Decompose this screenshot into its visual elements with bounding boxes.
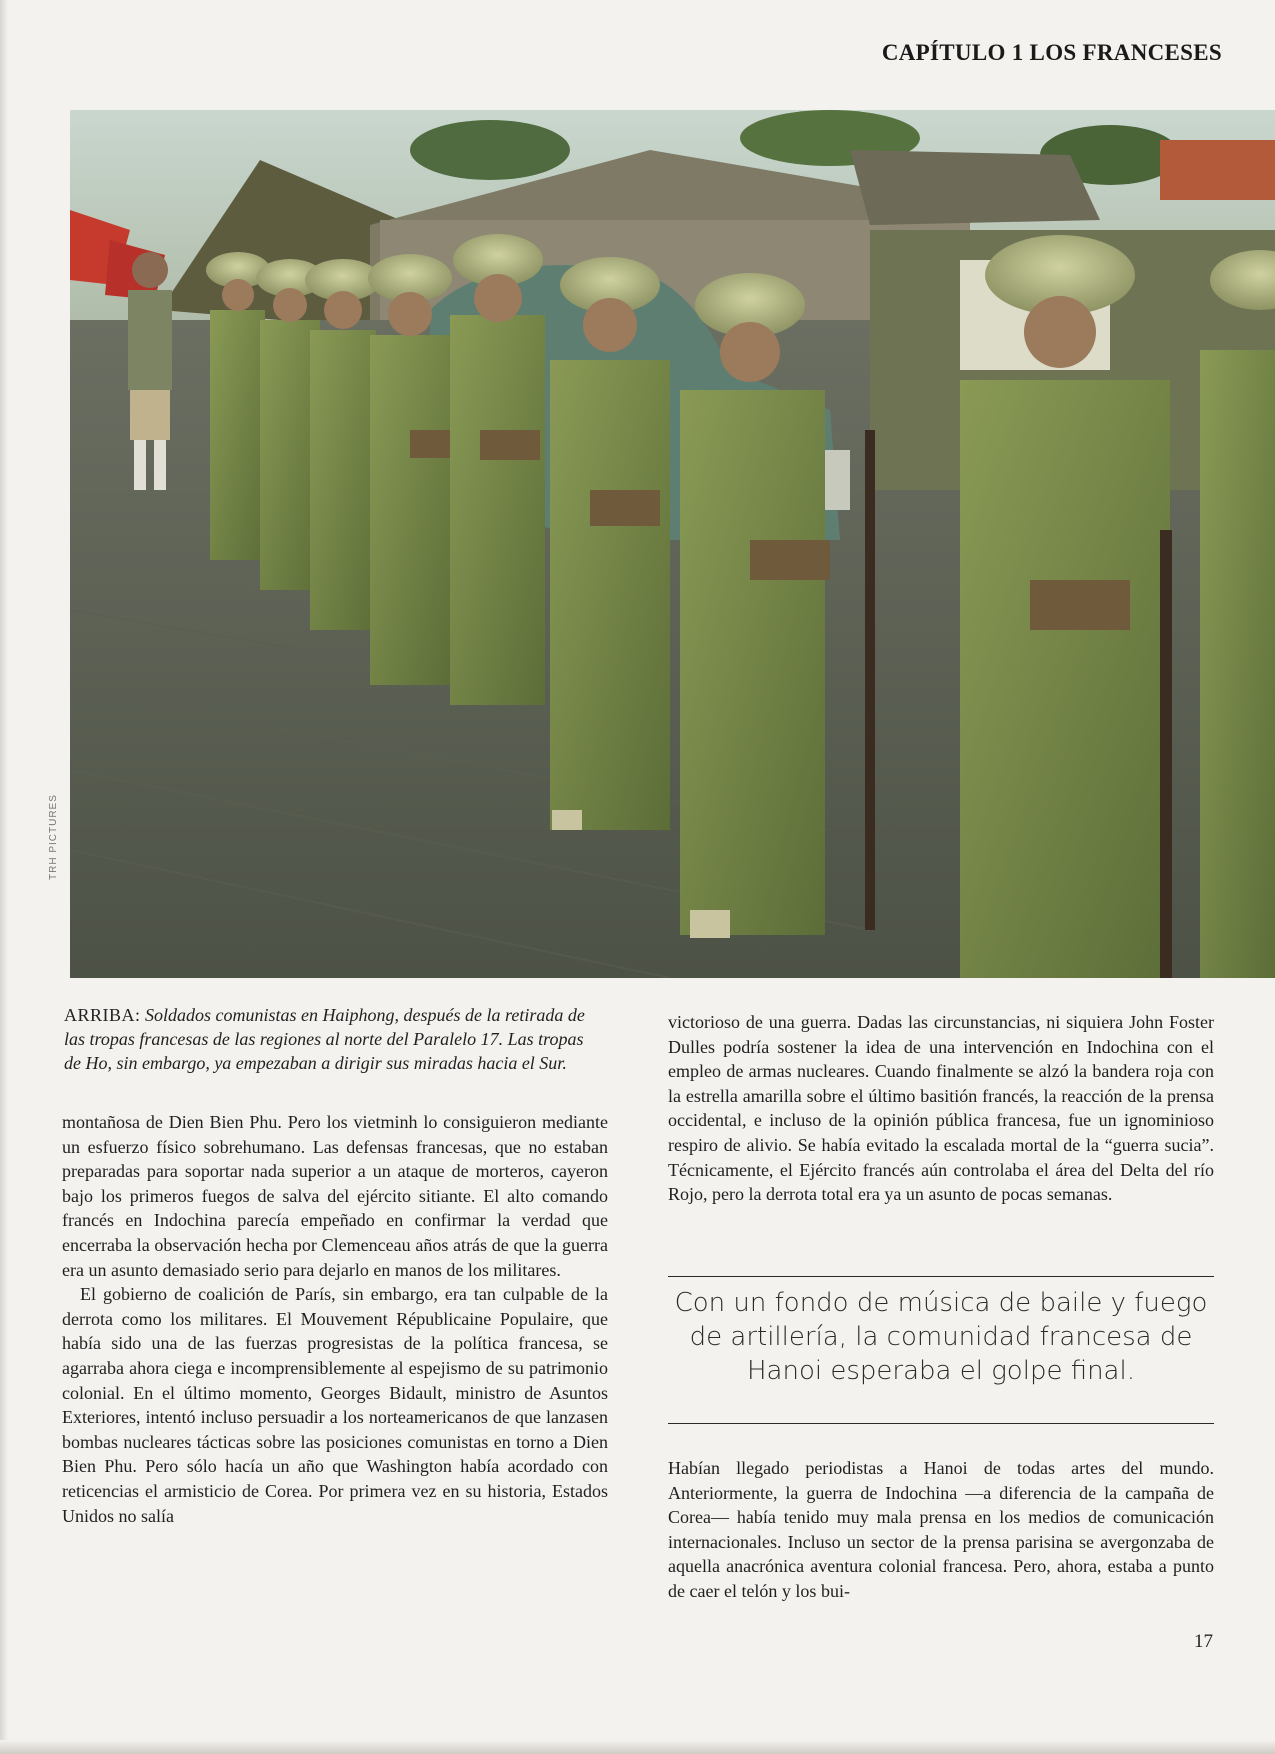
photo-caption [64,1003,599,1075]
pull-quote-rule-bottom [668,1423,1214,1424]
pull-quote: Con un fondo de música de baile y fuego de artillería, la comunidad francesa de Hanoi esperaba el golpe final. [674,1288,1208,1386]
photo-soldiers-haiphong [70,110,1275,978]
photo-credit: TRH PICTURES [48,794,59,880]
body-paragraph: Habían llegado periodistas a Hanoi de todas artes del mundo. Anteriormente, la guerra de Indochina —a diferencia de la campaña de Corea— había tenido muy mala prensa en los medios de comunicación internacionales. Incluso un sector de la prensa parisina se avergonzaba de aquella anacrónica aventura colonial francesa. Pero, ahora, estaba a punto de caer el telón y los bui- [668,1458,1214,1601]
pull-quote-rule-top [668,1276,1214,1277]
page-number: 17 [1194,1631,1213,1652]
caption-lead: ARRIBA: [64,1005,141,1025]
photo-illustration [70,110,1275,978]
page-edge-bottom [0,1740,1275,1754]
body-column-left [62,1110,608,1528]
body-paragraph: El gobierno de coalición de París, sin embargo, era tan culpable de la derrota como los militares. El Mouvement Républicaine Populaire, que había sido una de las fuerzas progresistas de la política francesa, se agarraba ahora ciega e incomprensiblemente al espejismo de su patrimonio colonial. En el último momento, Georges Bidault, ministro de Asuntos Exteriores, intentó incluso persuadir a los norteamericanos de que lanzasen bombas nucleares tácticas sobre las posiciones comunistas en torno a Dien Bien Phu. Pero sólo hacía un año que Washington había acordado con reticencias el armisticio de Corea. Por primera vez en su historia, Estados Unidos no salía [62,1284,608,1526]
body-column-right-bottom [668,1456,1214,1604]
page-edge [0,0,8,1754]
body-column-right-top [668,1010,1214,1207]
body-paragraph: victorioso de una guerra. Dadas las circunstancias, ni siquiera John Foster Dulles podría sostener la idea de una intervención en Indochina con el empleo de armas nucleares. Cuando finalmente se alzó la bandera roja con la estrella amarilla sobre el último basitión francés, la reacción de la prensa occidental, e incluso de la opinión pública francesa, fue un ignominioso respiro de alivio. Se había evitado la escalada mortal de la “guerra sucia”. Técnicamente, el Ejército francés aún controlaba el área del Delta del río Rojo, pero la derrota total era ya un asunto de pocas semanas. [668,1012,1214,1205]
caption-text: Soldados comunistas en Haiphong, después de la retirada de las tropas francesas de las regiones al norte del Paralelo 17. Las tropas de Ho, sin embargo, ya empezaban a dirigir sus miradas hacia el Sur. [64,1005,585,1073]
chapter-header: CAPÍTULO 1 LOS FRANCESES [881,40,1222,65]
body-paragraph: montañosa de Dien Bien Phu. Pero los vietminh lo consiguieron mediante un esfuerzo físico sobrehumano. Las defensas francesas, que no estaban preparadas para soportar nada superior a un ataque de morteros, cayeron bajo los primeros fuegos de salva del ejército sitiante. El alto comando francés en Indochina parecía empeñado en confirmar la verdad que encerraba la observación hecha por Clemenceau años atrás de que la guerra era un asunto demasiado serio para dejarlo en manos de los militares. [62,1112,608,1280]
